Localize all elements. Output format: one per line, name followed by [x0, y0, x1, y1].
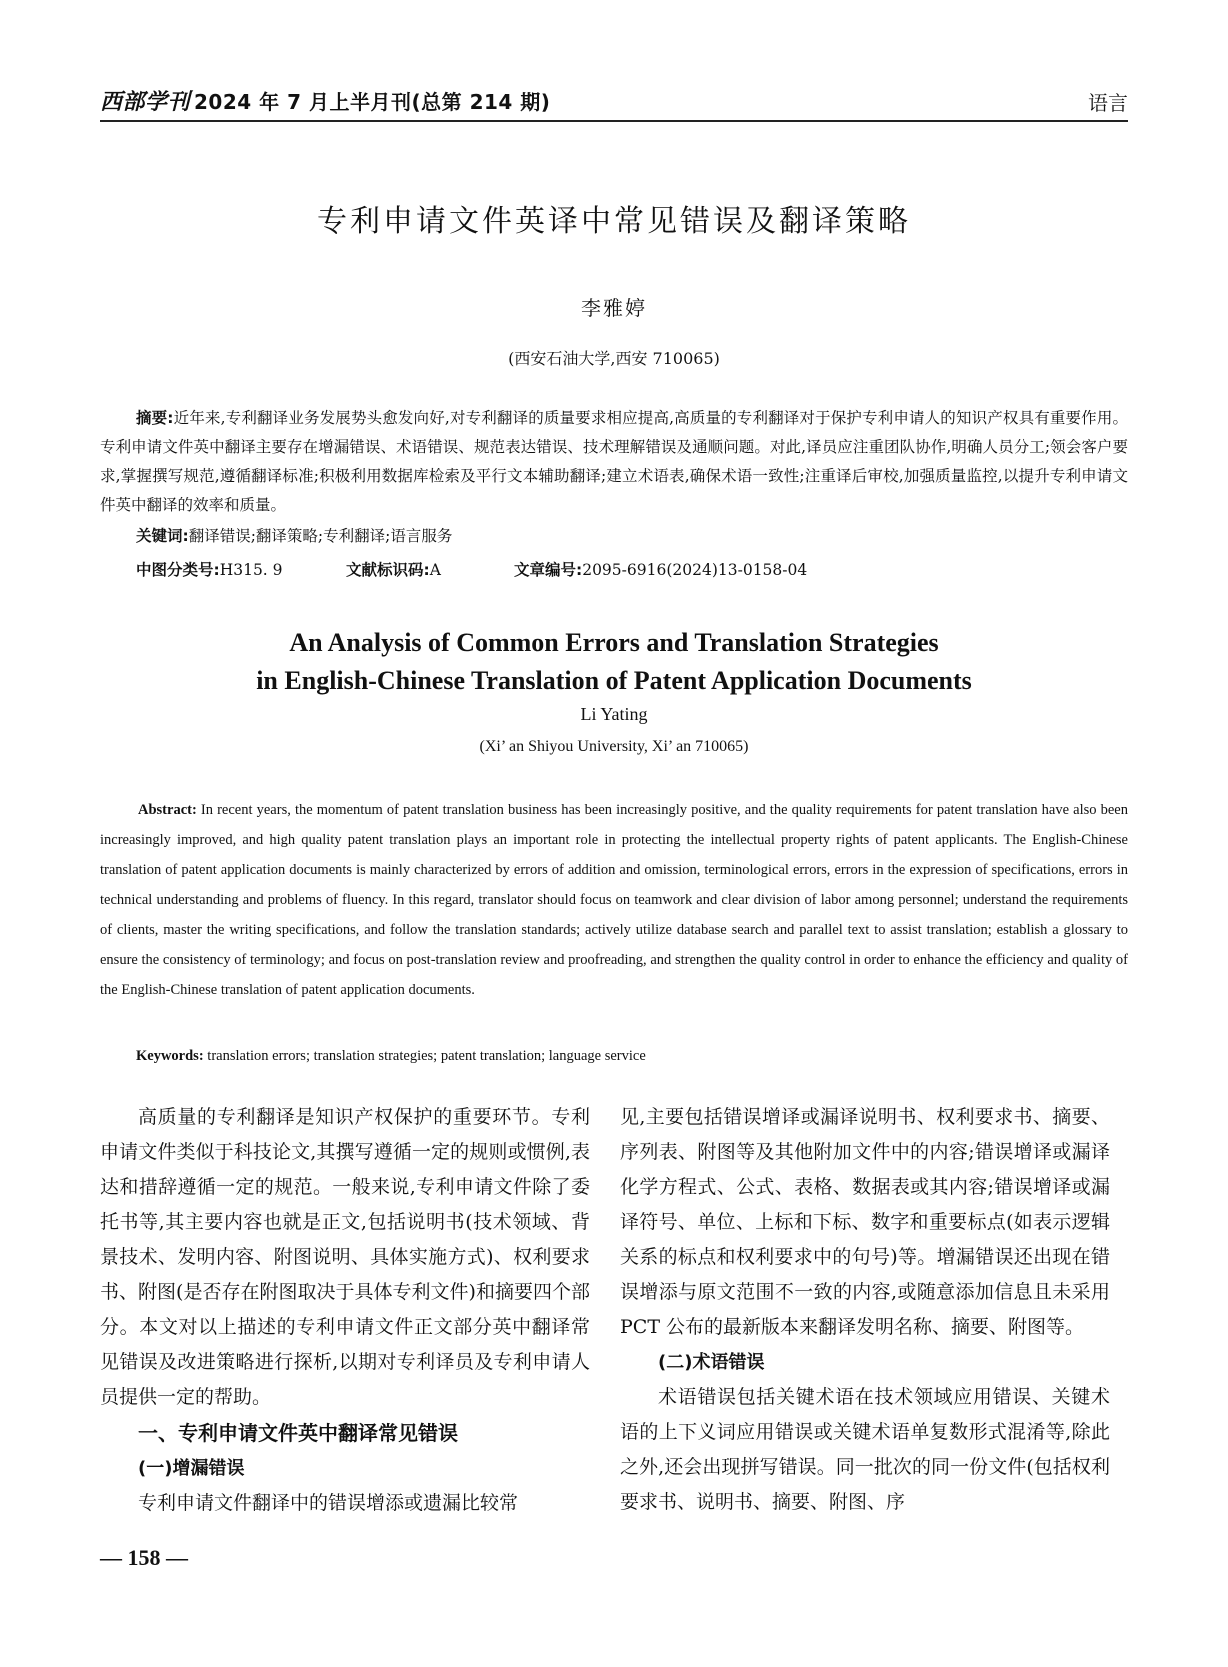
keywords-en-text: translation errors; translation strategies; patent translation; language service — [207, 1048, 646, 1064]
keywords-cn-label: 关键词: — [136, 527, 189, 545]
clc-value: H315. 9 — [219, 561, 283, 579]
classification-row — [136, 558, 807, 580]
subsection-heading-1-1: (一)增漏错误 — [138, 1458, 245, 1479]
article-no-value: 2095-6916(2024)13-0158-04 — [582, 561, 808, 579]
journal-issue — [100, 85, 550, 116]
section-tag: 语言 — [1088, 91, 1128, 115]
paragraph-omission-start: 专利申请文件翻译中的错误增添或遗漏比较常 — [138, 1492, 519, 1514]
paragraph-terminology: 术语错误包括关键术语在技术领域应用错误、关键术语的上下义词应用错误或关键术语单复数形式混淆等,除此之外,还会出现拼写错误。同一批次的同一份文件(包括权利要求书、说明书、摘要、附图、序 — [620, 1386, 1110, 1513]
abstract-cn-text: 近年来,专利翻译业务发展势头愈发向好,对专利翻译的质量要求相应提高,高质量的专利翻译对于保护专利申请人的知识产权具有重要作用。专利申请文件英中翻译主要存在增漏错误、术语错误、规范表达错误、技术理解错误及通顺问题。对此,译员应注重团队协作,明确人员分工;领会客户要求,掌握撰写规范,遵循翻译标准;积极利用数据库检索及平行文本辅助翻译;建立术语表,确保术语一致性;注重译后审校,加强质量监控,以提升专利申请文件英中翻译的效率和质量。 — [100, 409, 1128, 514]
clc-label: 中图分类号: — [136, 561, 220, 579]
title-en-line-2: in English-Chinese Translation of Patent Application Documents — [256, 666, 972, 695]
article-title-en — [0, 624, 1228, 700]
section-heading-1: 一、专利申请文件英中翻译常见错误 — [138, 1421, 458, 1445]
page-number: — 158 — — [100, 1545, 188, 1570]
affiliation-cn: (西安石油大学,西安 710065) — [508, 349, 720, 368]
intro-paragraph: 高质量的专利翻译是知识产权保护的重要环节。专利申请文件类似于科技论文,其撰写遵循一定的规则或惯例,表达和措辞遵循一定的规范。一般来说,专利申请文件除了委托书等,其主要内容也就是正文,包括说明书(技术领域、背景技术、发明内容、附图说明、具体实施方式)、权利要求书、附图(是否存在附图取决于具体专利文件)和摘要四个部分。本文对以上描述的专利申请文件正文部分英中翻译常见错误及改进策略进行探析,以期对专利译员及专利申请人员提供一定的帮助。 — [100, 1106, 590, 1408]
keywords-cn — [136, 524, 452, 546]
title-en-line-1: An Analysis of Common Errors and Translation Strategies — [289, 628, 939, 657]
doc-code-label: 文献标识码: — [346, 561, 430, 579]
body-column-left — [100, 1100, 590, 1521]
author-cn: 李雅婷 — [581, 296, 647, 320]
abstract-en-text: In recent years, the momentum of patent translation business has been increasingly positive, and the quality requirements for patent translation have also been increasingly improved, and high quality patent translation plays an important role in protecting the intellectual property rights of patent applicants. The English-Chinese translation of patent application documents is mainly characterized by errors of addition and omission, terminological errors, errors in the expression of specifications, errors in technical understanding and problems of fluency. In this regard, translator should focus on teamwork and clear division of labor among personnel; understand the requirements of clients, master the writing specifications, and follow the translation standards; actively utilize database search and parallel text to assist translation; establish a glossary to ensure the consistency of terminology; and focus on post-translation review and proofreading, and strengthen the quality control in order to enhance the efficiency and quality of the English-Chinese translation of patent application documents. — [100, 802, 1128, 998]
article-title-cn: 专利申请文件英译中常见错误及翻译策略 — [317, 204, 911, 239]
keywords-en-label: Keywords: — [136, 1048, 204, 1064]
paragraph-omission-cont: 见,主要包括错误增译或漏译说明书、权利要求书、摘要、序列表、附图等及其他附加文件中的内容;错误增译或漏译化学方程式、公式、表格、数据表或其内容;错误增译或漏译符号、单位、上标和下标、数字和重要标点(如表示逻辑关系的标点和权利要求中的句号)等。增漏错误还出现在错误增添与原文范围不一致的内容,或随意添加信息且未采用 PCT 公布的最新版本来翻译发明名称、摘要、附图等。 — [620, 1106, 1110, 1338]
keywords-en — [136, 1048, 646, 1065]
keywords-cn-text: 翻译错误;翻译策略;专利翻译;语言服务 — [188, 527, 453, 545]
abstract-cn — [100, 404, 1128, 520]
issue-text: 2024 年 7 月上半月刊(总第 214 期) — [194, 90, 551, 114]
author-en: Li Yating — [580, 704, 648, 724]
doc-code-value: A — [429, 561, 441, 579]
body-column-right — [620, 1100, 1110, 1520]
abstract-en-label: Abstract: — [138, 802, 197, 818]
abstract-cn-label: 摘要: — [136, 409, 174, 427]
affiliation-en: (Xi’ an Shiyou University, Xi’ an 710065) — [479, 738, 749, 755]
journal-logo: 西部学刊 — [100, 89, 191, 115]
article-no-label: 文章编号: — [514, 561, 583, 579]
abstract-en — [100, 795, 1128, 1005]
subsection-heading-1-2: (二)术语错误 — [658, 1352, 765, 1373]
running-header — [100, 80, 1128, 122]
